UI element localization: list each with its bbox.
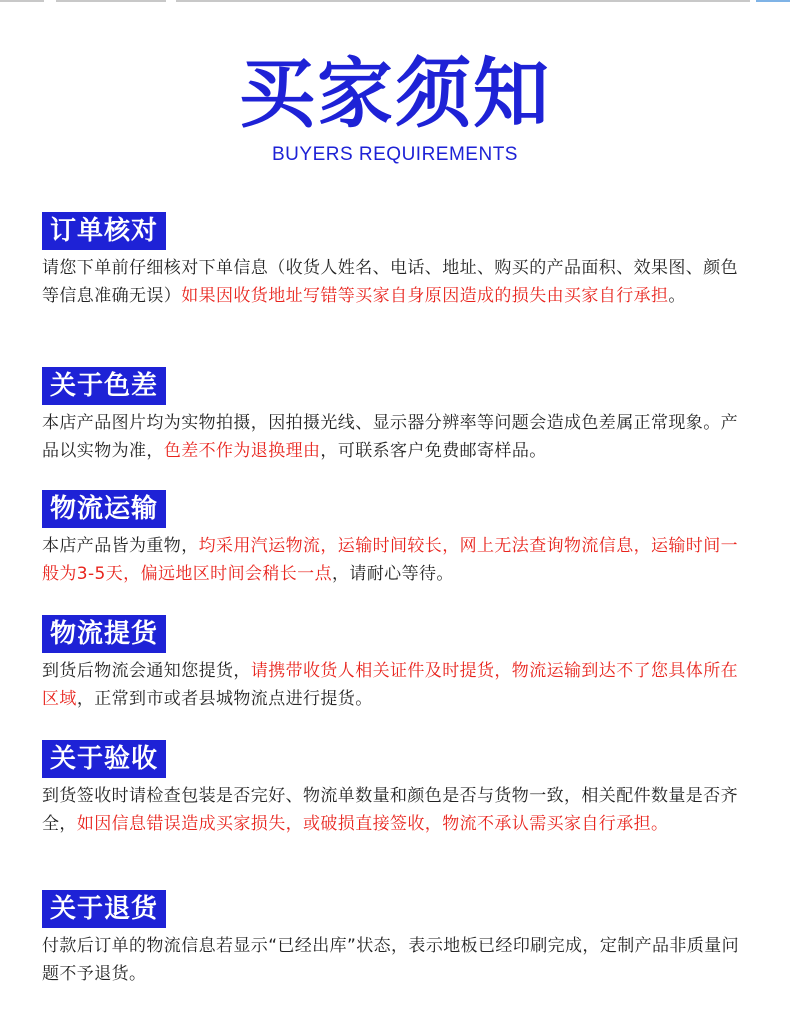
section-inspection (42, 740, 754, 838)
section-heading: 订单核对 (42, 212, 166, 250)
section-body (42, 532, 754, 588)
section-color-difference (42, 367, 754, 465)
divider-line (56, 0, 166, 2)
section-heading: 物流运输 (42, 490, 166, 528)
top-divider-lines (0, 0, 790, 4)
body-highlight: 如因信息错误造成买家损失，或破损直接签收，物流不承认需买家自行承担。 (76, 814, 669, 834)
title-block (0, 49, 790, 166)
divider-line-accent (756, 0, 790, 2)
section-logistics-pickup (42, 615, 754, 713)
body-text: 请您下单前仔细核对下单信息（收货人姓名、电话、地址、购买的产品面积、效果图、颜色等信息准确无误） (42, 258, 738, 306)
body-text: 到货签收时请检查包装是否完好、物流单数量和颜色是否与货物一致，相关配件数量是否齐全， (42, 786, 738, 834)
body-text: 付款后订单的物流信息若显示“已经出库”状态，表示地板已经印刷完成，定制产品非质量问题不予退货。 (42, 936, 740, 984)
body-highlight: 如果因收货地址写错等买家自身原因造成的损失由买家自行承担 (181, 286, 669, 306)
body-highlight: 请携带收货人相关证件及时提货，物流运输到达不了您具体所在区域 (42, 661, 739, 709)
body-text: 。 (668, 286, 686, 306)
section-body (42, 932, 754, 988)
section-returns (42, 890, 754, 988)
body-text: ，请耐心等待。 (331, 564, 454, 584)
section-body (42, 657, 754, 713)
section-body (42, 409, 754, 465)
body-text: 到货后物流会通知您提货， (42, 661, 251, 681)
page-title: 买家须知 (239, 49, 551, 138)
page-subtitle: BUYERS REQUIREMENTS (272, 144, 518, 165)
body-highlight: 色差不作为退换理由 (163, 441, 321, 461)
section-body (42, 782, 754, 838)
body-text: 本店产品图片均为实物拍摄，因拍摄光线、显示器分辨率等问题会造成色差属正常现象。产品以实物为准， (42, 413, 738, 461)
section-heading: 关于色差 (42, 367, 166, 405)
body-highlight: 均采用汽运物流，运输时间较长，网上无法查询物流信息，运输时间一般为3-5天，偏远地区时间会稍长一点 (42, 536, 739, 584)
body-text: 本店产品皆为重物， (42, 536, 199, 556)
divider-line (176, 0, 750, 2)
section-body (42, 254, 754, 310)
body-text: ，正常到市或者县城物流点进行提货。 (76, 689, 373, 709)
body-text: ，可联系客户免费邮寄样品。 (320, 441, 547, 461)
section-heading: 物流提货 (42, 615, 166, 653)
divider-line (0, 0, 44, 2)
section-logistics-transport (42, 490, 754, 588)
section-heading: 关于退货 (42, 890, 166, 928)
section-order-check (42, 212, 754, 310)
section-heading: 关于验收 (42, 740, 166, 778)
